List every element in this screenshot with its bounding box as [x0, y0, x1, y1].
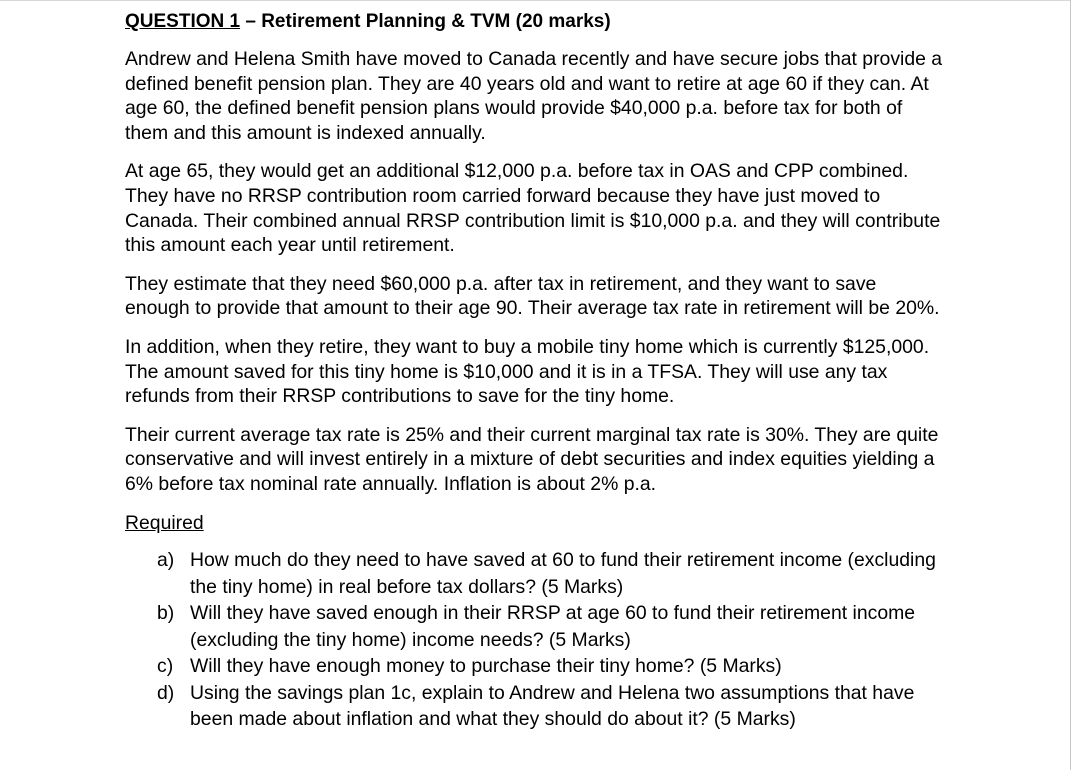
question-number: QUESTION 1: [125, 11, 241, 32]
document-content: [125, 8, 945, 733]
question-title: – Retirement Planning & TVM (20 marks): [240, 11, 611, 32]
question-text: Will they have enough money to purchase their tiny home? (5 Marks): [190, 655, 782, 678]
question-marker: c): [157, 655, 174, 678]
page-top-border: [0, 0, 1071, 1]
paragraph-background: Andrew and Helena Smith have moved to Canada recently and have secure jobs that provide a defined benefit pension plan. They are 40 years old and want to retire at age 60 if they can. At age 60, the defined benefit pension plans would provide $40,000 p.a. before tax for both of them and this amount is indexed annually.: [125, 48, 943, 144]
paragraph-tiny-home: In addition, when they retire, they want to buy a mobile tiny home which is currently $125,000. The amount saved for this tiny home is $10,000 and it is in a TFSA. They will use any tax refunds from their RRSP contributions to save for the tiny home.: [125, 335, 930, 408]
question-heading: [125, 8, 945, 35]
question-marker: a): [157, 549, 175, 572]
question-item: [157, 653, 945, 680]
question-text: How much do they need to have saved at 60 to fund their retirement income (excluding the tiny home) in real before tax dollars? (5 Marks): [190, 549, 936, 598]
question-marker: b): [157, 602, 175, 625]
question-item: [157, 680, 945, 733]
required-label: Required: [125, 511, 204, 534]
question-text: Using the savings plan 1c, explain to Andrew and Helena two assumptions that have been made about inflation and what they should do about it? (5 Marks): [190, 681, 915, 731]
paragraph-retirement-needs: They estimate that they need $60,000 p.a. after tax in retirement, and they want to save enough to provide that amount to their age 90. Their average tax rate in retirement will be 20%.: [125, 272, 940, 320]
question-marker: d): [157, 681, 175, 704]
question-list: [125, 547, 945, 733]
paragraph-benefits: At age 65, they would get an additional $12,000 p.a. before tax in OAS and CPP combined. They have no RRSP contribution room carried forward because they have just moved to Canada. Their combined annual RRSP contribution limit is $10,000 p.a. and they will contribute this amount each year until retirement.: [125, 160, 941, 257]
question-item: [157, 547, 945, 600]
question-item: [157, 600, 945, 653]
paragraph-tax-investment: Their current average tax rate is 25% and their current marginal tax rate is 30%. They are quite conservative and will invest entirely in a mixture of debt securities and index equities yielding a 6% before tax nominal rate annually. Inflation is about 2% p.a.: [125, 423, 939, 495]
question-text: Will they have saved enough in their RRSP at age 60 to fund their retirement income (excluding the tiny home) income needs? (5 Marks): [190, 602, 916, 651]
